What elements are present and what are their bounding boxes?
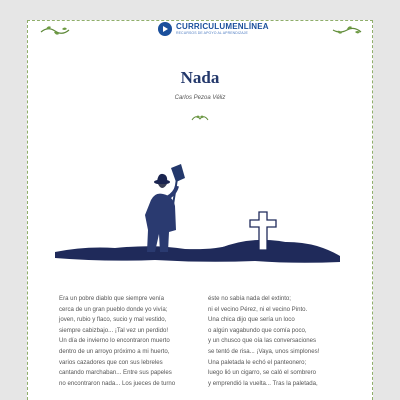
- site-logo[interactable]: [158, 22, 269, 36]
- story-line: Era un pobre diablo que siempre venía: [59, 295, 165, 302]
- play-logo-icon: [158, 22, 172, 36]
- story-column-right: [208, 294, 340, 389]
- vine-ornament-icon: [40, 24, 70, 38]
- story-line: cantando marchaban... Entre sus papeles: [59, 369, 172, 377]
- story-line: cerca de un gran pueblo donde yo vivía;: [59, 305, 168, 313]
- story-line: éste no sabía nada del extinto;: [208, 295, 292, 302]
- brand-tagline: RECURSOS DE APOYO AL APRENDIZAJE: [176, 31, 248, 35]
- vine-ornament-icon: [332, 24, 362, 38]
- story-line: no encontraron nada... Los jueces de turno: [59, 379, 176, 387]
- story-line: luego lió un cigarro, se caló el sombrero: [208, 369, 317, 377]
- story-line: joven, rubio y flaco, sucio y mal vestido,: [59, 316, 167, 324]
- story-line: se tentó de risa... ¡Vaya, unos simplones!: [208, 347, 320, 355]
- story-title: Nada: [180, 68, 220, 87]
- story-line: Una paletada le echó el panteonero;: [208, 358, 307, 366]
- story-line: Una chica dijo que sería un loco: [208, 316, 295, 324]
- story-line: varios cazadores que con sus lebreles: [59, 358, 163, 366]
- story-line: dentro de un arroyo próximo a mi huerto,: [59, 347, 170, 355]
- story-line: Un día de invierno lo encontraron muerto: [59, 337, 170, 345]
- gravedigger-illustration: [55, 160, 345, 270]
- story-line: y emprendió la vuelta... Tras la paletada,: [208, 379, 318, 387]
- story-line: ni el vecino Pérez, ni el vecino Pinto.: [208, 305, 308, 313]
- story-author: Carlos Pezoa Véliz: [174, 95, 226, 101]
- logo-text: [176, 22, 269, 36]
- story-line: y un chusco que oía las conversaciones: [208, 337, 317, 345]
- leaf-ornament-icon: [190, 113, 210, 123]
- brand-name: CURRICULUMENLÍNEA: [176, 22, 269, 31]
- story-line: o algún vagabundo que comía poco,: [208, 326, 307, 334]
- story-column-left: [59, 294, 191, 389]
- story-line: siempre cabizbajo... ¡Tal vez un perdido!: [59, 326, 169, 334]
